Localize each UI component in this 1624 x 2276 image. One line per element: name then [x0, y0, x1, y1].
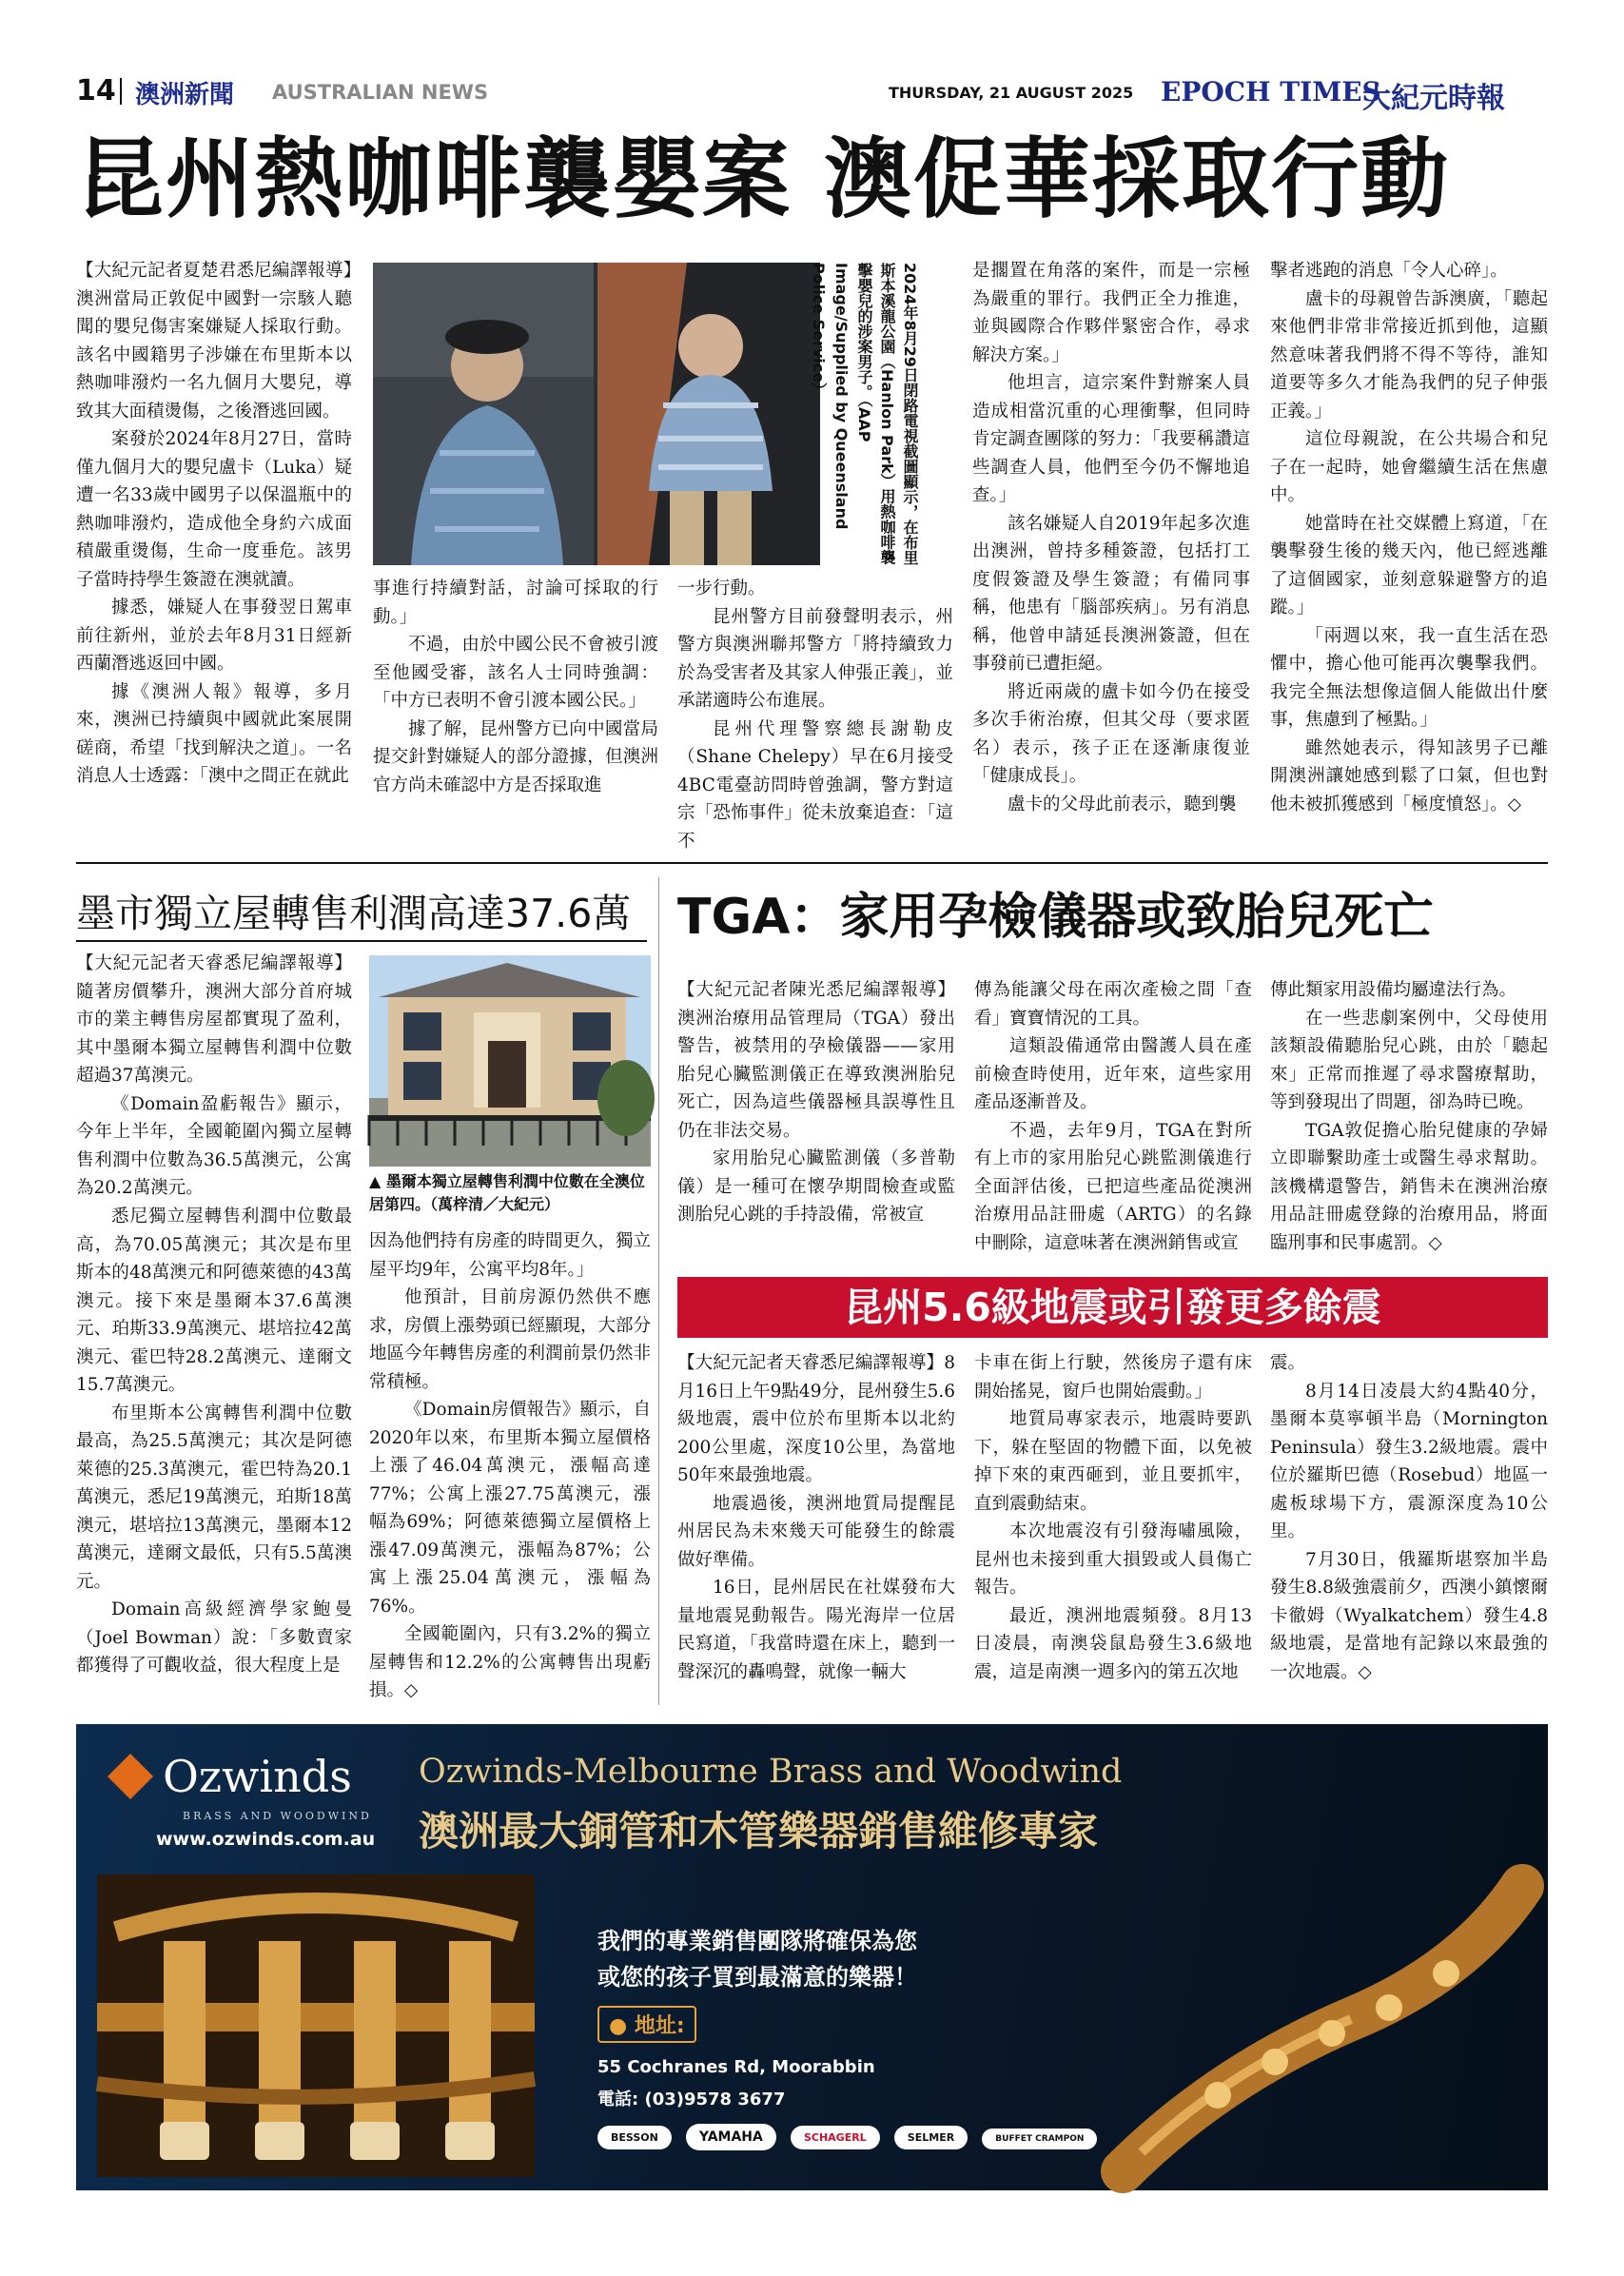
ozwinds-logo-mark [108, 1754, 153, 1799]
paragraph: 事進行持續對話，討論可採取的行動。」 [373, 579, 658, 627]
column-divider [658, 877, 659, 1705]
brand-logo: SCHAGERL [791, 2126, 880, 2149]
paragraph: 不過，由於中國公民不會被引渡至他國受審，該名人士同時強調：「中方已表明不會引渡本國公民。」 [373, 635, 658, 711]
paragraph: 最近，澳洲地震頻發。8月13日凌晨，南澳袋鼠島發生3.6級地震，這是南澳一週多內的第五次地 [974, 1605, 1252, 1682]
brand-logo: BUFFET CRAMPON [982, 2129, 1097, 2149]
paragraph: 震。 [1270, 1353, 1306, 1373]
lead-col-3 [677, 575, 953, 855]
location-pin-icon: ● [609, 2014, 628, 2038]
paragraph: 16日，昆州居民在社媒發布大量地震晃動報告。陽光海岸一位居民寫道，「我當時還在床上，聽到一聲深沉的轟鳴聲，就像一輛大 [677, 1578, 955, 1682]
paragraph: 據了解，昆州警方已向中國當局提交針對嫌疑人的部分證據，但澳洲官方尚未確認中方是否採取進 [373, 718, 658, 795]
paragraph: 卡車在街上行駛，然後房子還有床開始搖晃，窗戶也開始震動。」 [974, 1353, 1252, 1402]
paragraph: 地震過後，澳洲地質局提醒昆州居民為未來幾天可能發生的餘震做好準備。 [677, 1493, 955, 1570]
cctv-image [373, 263, 820, 565]
housing-headline: 墨市獨立屋轉售利潤高達37.6萬 [76, 891, 632, 936]
paragraph: 據《澳洲人報》報導，多月來，澳洲已持續與中國就此案展開磋商，希望「找到解決之道」。一名消息人士透露：「澳中之間正在就此 [76, 681, 352, 786]
paragraph: 【大紀元記者天睿悉尼編譯報導】8月16日上午9點49分，昆州發生5.6級地震，震中位於布里斯本以北約200公里處，深度10公里，為當地50年來最強地震。 [677, 1353, 955, 1485]
brand-logos [597, 2124, 1092, 2150]
paragraph: 他預計，目前房源仍然供不應求，房價上漲勢頭已經顯現，大部分地區今年轉售房產的利潤前景仍然非常積極。 [369, 1287, 652, 1392]
brass-valves-image [97, 1874, 535, 2177]
paragraph: 該名嫌疑人自2019年起多次進出澳洲，曾持多種簽證，包括打工度假簽證及學生簽證；有備同事稱，他患有「腦部疾病」。另有消息稱，他曾申請延長澳洲簽證，但在事發前已遭拒絕。 [972, 513, 1250, 674]
paragraph: 布里斯本公寓轉售利潤中位數最高，為25.5萬澳元；其次是阿德萊德的25.3萬澳元，霍巴特為20.1萬澳元，悉尼19萬澳元，珀斯18萬澳元，堪培拉13萬澳元，墨爾本12萬澳元，達爾文最低，只有5.5萬澳元。 [76, 1403, 352, 1592]
issue-date: THURSDAY, 21 AUGUST 2025 [889, 84, 1134, 102]
brand-cn: 大紀元時報 [1362, 82, 1505, 115]
paragraph: 【大紀元記者陳光悉尼編譯報導】澳洲治療用品管理局（TGA）發出警告，被禁用的孕檢儀器——家用胎兒心臟監測儀正在導致澳洲胎兒死亡，因為這些儀器極具誤導性且仍在非法交易。 [677, 980, 955, 1141]
ad-title-en: Ozwinds-Melbourne Brass and Woodwind [419, 1753, 1123, 1791]
brand-logo: SELMER [894, 2126, 968, 2149]
tga-col-2 [974, 976, 1252, 1257]
header-divider [120, 78, 122, 105]
lead-col-1 [76, 257, 352, 791]
house-image [369, 955, 651, 1167]
housing-col-1 [76, 1203, 352, 1680]
ad-phone[interactable]: 電話: (03)9578 3677 [597, 2090, 786, 2109]
saxophone-graphic [1066, 1867, 1541, 2190]
paragraph: 地質局專家表示，地震時要趴下，躲在堅固的物體下面，以免被掉下來的東西砸到，並且要抓牢，直到震動結束。 [974, 1409, 1252, 1514]
quake-col-3 [1270, 1349, 1548, 1686]
ozwinds-logo-sub: BRASS AND WOODWIND [183, 1810, 372, 1822]
lead-headline: 昆州熱咖啡襲嬰案 澳促華採取行動 [76, 128, 1451, 230]
paragraph: 【大紀元記者夏楚君悉尼編譯報導】澳洲當局正敦促中國對一宗駭人聽聞的嬰兒傷害案嫌疑人採取行動。該名中國籍男子涉嫌在布里斯本以熱咖啡潑灼一名九個月大嬰兒，導致其大面積燙傷，之後潛逃回國。 [76, 261, 352, 422]
paragraph: 「兩週以來，我一直生活在恐懼中，擔心他可能再次襲擊我們。我完全無法想像這個人能做出什麼事，焦慮到了極點。」 [1270, 625, 1548, 730]
address-label-box [597, 2006, 696, 2043]
headline-underline [76, 940, 647, 942]
tga-col-1 [677, 976, 955, 1229]
brass-instrument-image [97, 1874, 535, 2177]
ozwinds-logo-text: Ozwinds [163, 1751, 352, 1802]
address-label: 地址: [634, 2014, 685, 2038]
paragraph: 在一些悲劇案例中，父母使用該類設備聽胎兒心跳，由於「聽起來」正常而推遲了尋求醫療幫助，等到發現出了問題，卻為時已晚。 [1270, 1008, 1548, 1112]
housing-col-1-top [76, 950, 352, 1203]
paragraph: 不過，去年9月，TGA在對所有上市的家用胎兒心跳監測儀進行全面評估後，已把這些產品從澳洲治療用品註冊處（ARTG）的名錄中刪除，這意味著在澳洲銷售或宣 [974, 1120, 1252, 1253]
housing-col-2 [369, 1227, 651, 1705]
paragraph: 盧卡的母親曾告訴澳廣，「聽起來他們非常非常接近抓到他，這顯然意味著我們將不得不等待，誰知道要等多久才能為我們的兒子伸張正義。」 [1270, 288, 1548, 422]
house-photo [369, 955, 651, 1167]
section-divider [76, 862, 1548, 864]
ozwinds-ad[interactable] [76, 1724, 1548, 2190]
lead-col-5 [1270, 257, 1548, 818]
paragraph: 傳此類家用設備均屬違法行為。 [1270, 980, 1517, 1000]
paragraph: 《Domain盈虧報告》顯示，今年上半年，全國範圍內獨立屋轉售利潤中位數為36.5萬澳元，公寓為20.2萬澳元。 [76, 1093, 352, 1198]
ad-address: 55 Cochranes Rd, Moorabbin [597, 2057, 875, 2077]
paragraph: 悉尼獨立屋轉售利潤中位數最高，為70.05萬澳元；其次是布里斯本的48萬澳元和阿德萊德的43萬澳元。接下來是墨爾本37.6萬澳元、珀斯33.9萬澳元、堪培拉42萬澳元、霍巴特28.2萬澳元、達爾文15.7萬澳元。 [76, 1207, 352, 1395]
cctv-photo [373, 263, 820, 565]
paragraph: TGA敦促擔心胎兒健康的孕婦立即聯繫助產士或醫生尋求幫助。該機構還警告，銷售未在澳洲治療用品註冊處登錄的治療用品，將面臨刑事和民事處罰。◇ [1270, 1120, 1548, 1253]
paragraph: 盧卡的父母此前表示，聽到襲 [1008, 794, 1237, 814]
paragraph: 【大紀元記者天睿悉尼編譯報導】隨著房價攀升，澳洲大部分首府城市的業主轉售房屋都實現了盈利，其中墨爾本獨立屋轉售利潤中位數超過37萬澳元。 [76, 953, 352, 1086]
paragraph: 是擱置在角落的案件，而是一宗極為嚴重的罪行。我們正全力推進，並與國際合作夥伴緊密合作，尋求解決方案。」 [972, 261, 1250, 365]
paragraph: 據悉，嫌疑人在事發翌日駕車前往新州，並於去年8月31日經新西蘭潛逃返回中國。 [76, 598, 352, 674]
paragraph: 案發於2024年8月27日，當時僅九個月大的嬰兒盧卡（Luka）疑遭一名33歲中國男子以保溫瓶中的熱咖啡潑灼，造成他全身約六成面積嚴重燙傷，生命一度垂危。該男子當時持學生簽證在澳就讀。 [76, 429, 352, 590]
paragraph: 傳為能讓父母在兩次產檢之間「查看」寶寶情況的工具。 [974, 980, 1252, 1029]
section-title-cn: 澳洲新聞 [135, 81, 235, 109]
quake-headline-bar [677, 1277, 1548, 1338]
paragraph: 昆州代理警察總長謝勒皮（Shane Chelepy）早在6月接受4BC電臺訪問時曾強調，警方對這宗「恐怖事件」從未放棄追查：「這不 [677, 718, 953, 852]
ozwinds-website[interactable]: www.ozwinds.com.au [156, 1829, 376, 1850]
paragraph: 7月30日，俄羅斯堪察加半島發生8.8級強震前夕，西澳小鎮懷爾卡徹姆（Wyalkatchem）發生4.8級地震，是當地有記錄以來最強的一次地震。◇ [1270, 1549, 1548, 1682]
quake-headline: 昆州5.6級地震或引發更多餘震 [844, 1285, 1381, 1330]
quake-col-1 [677, 1349, 955, 1686]
paragraph: 8月14日凌晨大約4點40分，墨爾本莫寧頓半島（Mornington Peninsula）發生3.2級地震。震中位於羅斯巴德（Rosebud）地區一處板球場下方，震源深度為10公里。 [1270, 1381, 1548, 1541]
brand-en: EPOCH TIMES [1161, 76, 1381, 108]
paragraph: 本次地震沒有引發海嘯風險，昆州也未接到重大損毀或人員傷亡報告。 [974, 1521, 1252, 1598]
paragraph: 家用胎兒心臟監測儀（多普勒儀）是一種可在懷孕期間檢查或監測胎兒心跳的手持設備，常被宣 [677, 1148, 955, 1225]
paragraph: 昆州警方目前發聲明表示，州警方與澳洲聯邦警方「將持續致力於為受害者及其家人伸張正義」，並承諾適時公布進展。 [677, 606, 953, 711]
ad-title-cn: 澳洲最大銅管和木管樂器銷售維修專家 [419, 1808, 1099, 1854]
paragraph: 將近兩歲的盧卡如今仍在接受多次手術治療，但其父母（要求匿名）表示，孩子正在逐漸康復並「健康成長」。 [972, 681, 1250, 786]
saxophone-image [1066, 1867, 1541, 2190]
paragraph: 《Domain房價報告》顯示，自2020年以來，布里斯本獨立屋價格上漲了46.04萬澳元，漲幅高達77%；公寓上漲27.75萬澳元，漲幅為69%；阿德萊德獨立屋價格上漲47.09萬澳元，漲幅為87%；公寓上漲25.04萬澳元，漲幅為76%。 [369, 1400, 651, 1617]
ad-slogan-1: 我們的專業銷售團隊將確保為您 [597, 1928, 917, 1954]
paragraph: 因為他們持有房產的時間更久，獨立屋平均9年，公寓平均8年。」 [369, 1231, 652, 1280]
paragraph: 這位母親說，在公共場合和兒子在一起時，她會繼續生活在焦慮中。 [1270, 429, 1548, 505]
brand-logo: BESSON [597, 2126, 672, 2149]
paragraph: 一步行動。 [677, 579, 766, 598]
paragraph: 他坦言，這宗案件對辦案人員造成相當沉重的心理衝擊，但同時肯定調查團隊的努力：「我要稱讚這些調查人員，他們至今仍不懈地追查。」 [972, 373, 1250, 505]
lead-col-2 [373, 575, 658, 799]
section-title-en: AUSTRALIAN NEWS [272, 81, 489, 104]
house-photo-caption: ▲ 墨爾本獨立屋轉售利潤中位數在全澳位居第四。（萬梓清／大紀元） [369, 1172, 645, 1213]
paragraph: 她當時在社交媒體上寫道，「在襲擊發生後的幾天內，他已經逃離了這個國家，並刻意躲避警方的追蹤。」 [1270, 513, 1548, 618]
tga-col-3 [1270, 976, 1548, 1257]
paragraph: Domain高級經濟學家鮑曼（Joel Bowman）說：「多數賣家都獲得了可觀收益，很大程度上是 [76, 1599, 352, 1676]
ozwinds-logo [114, 1751, 428, 1802]
quake-col-2 [974, 1349, 1252, 1686]
paragraph: 擊者逃跑的消息「令人心碎」。 [1270, 261, 1508, 281]
lead-col-4 [972, 257, 1250, 818]
page-number: 14 [76, 74, 116, 108]
tga-headline: TGA：家用孕檢儀器或致胎兒死亡 [677, 889, 1434, 946]
ad-slogan-2: 或您的孩子買到最滿意的樂器！ [597, 1964, 917, 1991]
brand-logo: YAMAHA [686, 2124, 776, 2150]
paragraph: 這類設備通常由醫護人員在產前檢查時使用，近年來，這些家用產品逐漸普及。 [974, 1036, 1252, 1112]
cctv-photo-caption: 2024年8月29日閉路電視截圖顯示，在布里斯本溪龍公園（Hanlon Park）用熱咖啡襲擊嬰兒的涉案男子。（AAP Image/Supplied by Queensland Police Service） [810, 263, 919, 565]
paragraph: 全國範圍內，只有3.2%的獨立屋轉售和12.2%的公寓轉售出現虧損。◇ [369, 1624, 651, 1700]
paragraph: 雖然她表示，得知該男子已離開澳洲讓她感到鬆了口氣，但也對他未被抓獲感到「極度憤怒」。◇ [1270, 737, 1548, 814]
